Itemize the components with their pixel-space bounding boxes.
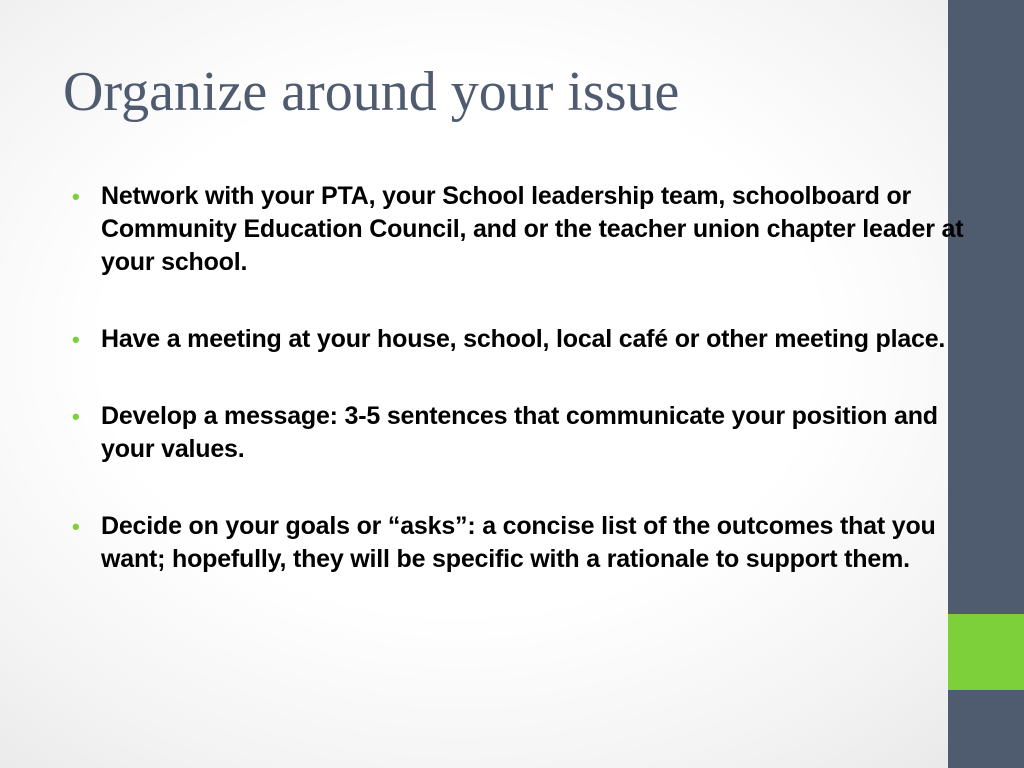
bullet-text: Network with your PTA, your School leadership team, schoolboard or Community Education Council, and or the teacher union chapter leader at your school. xyxy=(101,182,964,276)
bullet-item xyxy=(72,323,972,356)
bullet-item xyxy=(72,400,972,466)
bullet-item xyxy=(72,180,972,279)
bullet-dot-icon: • xyxy=(72,404,80,429)
bullet-dot-icon: • xyxy=(72,327,80,352)
slide-title: Organize around your issue xyxy=(63,61,680,123)
bullet-list xyxy=(72,180,972,620)
bullet-text: Have a meeting at your house, school, local café or other meeting place. xyxy=(101,325,946,353)
sidebar-accent-block xyxy=(948,614,1024,690)
bullet-item xyxy=(72,510,972,576)
bullet-dot-icon: • xyxy=(72,514,80,539)
bullet-text: Develop a message: 3-5 sentences that communicate your position and your values. xyxy=(101,402,938,463)
bullet-text: Decide on your goals or “asks”: a concise list of the outcomes that you want; hopefully, they will be specific with a rationale to support them. xyxy=(101,512,936,573)
bullet-dot-icon: • xyxy=(72,184,80,209)
